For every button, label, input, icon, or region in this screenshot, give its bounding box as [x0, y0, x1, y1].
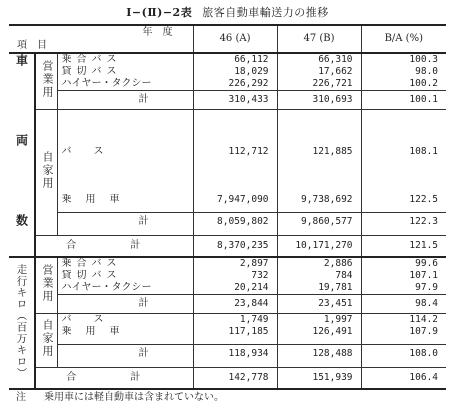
row-label: 計: [57, 345, 193, 364]
vehicles-section-label: 車 両 数: [9, 53, 35, 257]
cell-ratio: 114.2: [361, 314, 446, 327]
cell-47: 9,860,577: [277, 213, 361, 232]
cell-ratio: 98.4: [361, 295, 446, 314]
cell-ratio: 122.5: [409, 194, 439, 205]
cell-47: 2,886: [277, 257, 361, 270]
subtotal-row: [9, 213, 446, 232]
cell-46: 112,712: [193, 110, 277, 195]
cell-ratio: 121.5: [361, 236, 446, 258]
cell-47: 1,997: [277, 314, 361, 327]
row-label: 乗合バス: [57, 257, 193, 270]
cell-ratio: 108.0: [361, 345, 446, 364]
table-row: [9, 257, 446, 270]
cell-ratio: 108.1: [361, 110, 446, 195]
table-row: [9, 194, 446, 206]
distance-private-label: 自家用: [35, 314, 57, 368]
col-46-header: 46 (A): [193, 25, 277, 53]
footnote-text: 乗用車には軽自動車は含まれていない。: [44, 392, 224, 403]
cell-ratio: 106.4: [361, 368, 446, 390]
table-number: Ⅰ−(Ⅱ)−2表: [126, 6, 193, 19]
cell-46: 20,214: [193, 282, 277, 295]
cell-47: 226,721: [277, 78, 361, 91]
row-label: 貸切バス: [57, 270, 193, 282]
item-header: 項 目: [9, 39, 193, 53]
row-label: 計: [57, 213, 193, 232]
table-row: [9, 326, 446, 338]
row-label: 計: [57, 295, 193, 314]
transport-capacity-table: [9, 24, 446, 390]
cell-46: 8,059,802: [193, 213, 277, 232]
table-row: [9, 66, 446, 78]
col-47-header: 47 (B): [277, 25, 361, 53]
cell-46: 8,370,235: [193, 236, 277, 258]
cell-46: 2,897: [193, 257, 277, 270]
table-row: [9, 53, 446, 66]
cell-47: 17,662: [277, 66, 361, 78]
cell-ratio: 100.2: [409, 78, 439, 89]
row-label: 乗合バス: [57, 53, 193, 66]
cell-ratio: 97.9: [415, 282, 439, 293]
cell-ratio: 100.1: [361, 91, 446, 110]
table-row: [9, 314, 446, 327]
row-label: バス: [57, 314, 193, 327]
row-label: 合 計: [35, 368, 193, 390]
footnote: [16, 388, 224, 403]
cell-ratio: 100.3: [409, 54, 439, 65]
cell-ratio: 107.9: [409, 326, 439, 337]
cell-47: 151,939: [277, 368, 361, 390]
header-row-year: [9, 25, 446, 39]
vehicles-private-label: 自家用: [35, 110, 57, 236]
cell-ratio: 107.1: [409, 270, 439, 281]
cell-47: 9,738,692: [277, 194, 361, 206]
cell-47: 121,885: [277, 110, 361, 195]
subtotal-row: [9, 345, 446, 364]
vehicles-business-label: 営業用: [35, 53, 57, 110]
cell-46: 7,947,090: [193, 194, 277, 206]
cell-46: 117,185: [193, 326, 277, 338]
row-label: 乗用車: [57, 326, 193, 338]
cell-47: 19,781: [277, 282, 361, 295]
cell-46: 1,749: [193, 314, 277, 327]
footnote-mark: 注: [16, 392, 26, 403]
row-label: 乗用車: [57, 194, 193, 206]
cell-47: 126,491: [277, 326, 361, 338]
row-label: ハイヤー・タクシー: [57, 282, 193, 295]
cell-47: 310,693: [277, 91, 361, 110]
table-row: [9, 110, 446, 195]
cell-47: 128,488: [277, 345, 361, 364]
subtotal-row: [9, 295, 446, 314]
table-row: [9, 78, 446, 91]
cell-46: 226,292: [193, 78, 277, 91]
cell-46: 310,433: [193, 91, 277, 110]
cell-46: 66,112: [193, 53, 277, 66]
cell-46: 142,778: [193, 368, 277, 390]
cell-ratio: 99.6: [415, 258, 439, 269]
col-ratio-header: B/A (%): [361, 25, 446, 53]
cell-46: 18,029: [193, 66, 277, 78]
row-label: 計: [57, 91, 193, 110]
distance-business-label: 営業用: [35, 257, 57, 314]
total-row: [9, 236, 446, 258]
subtotal-row: [9, 91, 446, 110]
cell-47: 66,310: [277, 53, 361, 66]
row-label: バス: [57, 110, 193, 195]
table-subtitle: 旅客自動車輸送力の推移: [202, 6, 329, 19]
cell-ratio: 122.3: [361, 213, 446, 232]
table-row: [9, 270, 446, 282]
cell-ratio: 98.0: [415, 66, 439, 77]
row-label: ハイヤー・タクシー: [57, 78, 193, 91]
cell-47: 23,451: [277, 295, 361, 314]
cell-47: 784: [277, 270, 361, 282]
row-label: 貸切バス: [57, 66, 193, 78]
table-title: [0, 4, 455, 20]
distance-section-label: 走行キロ（百万キロ）: [9, 257, 35, 389]
cell-47: 10,171,270: [277, 236, 361, 258]
total-row: [9, 368, 446, 390]
year-header: 年 度: [9, 25, 193, 39]
table-row: [9, 282, 446, 295]
cell-46: 118,934: [193, 345, 277, 364]
cell-46: 732: [193, 270, 277, 282]
row-label: 合 計: [35, 236, 193, 258]
cell-46: 23,844: [193, 295, 277, 314]
